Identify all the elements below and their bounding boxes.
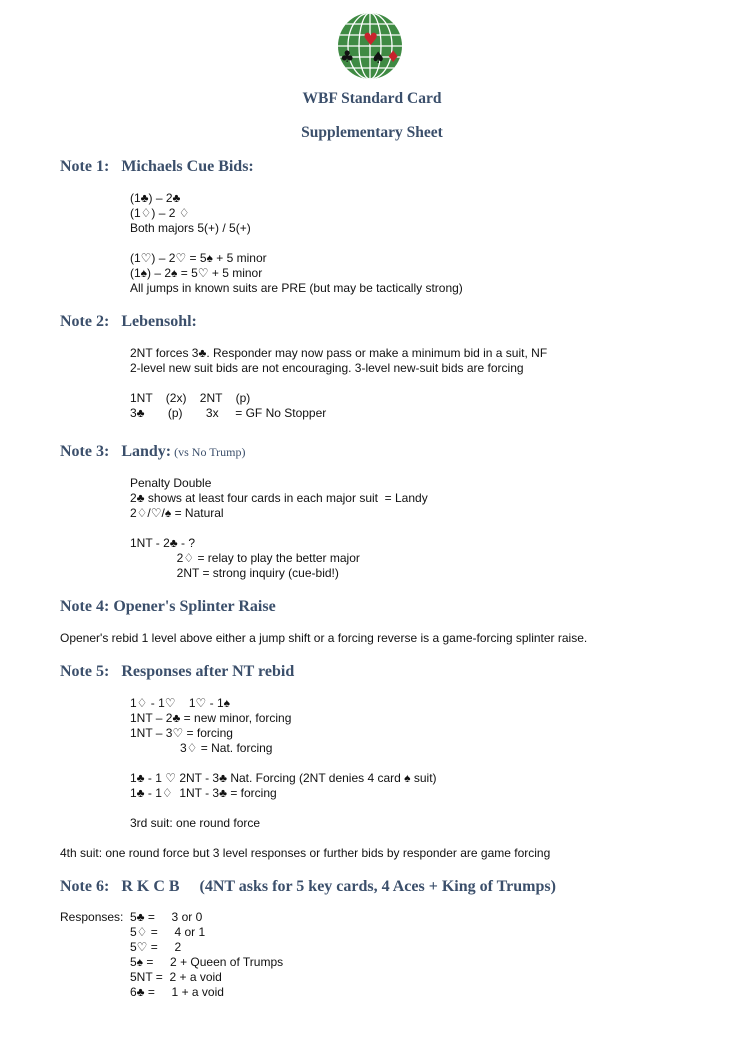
- note-3-line: Penalty Double: [130, 476, 212, 490]
- note-3-heading-qualifier: (vs No Trump): [171, 445, 246, 459]
- note-6-heading: Note 6: R K C B (4NT asks for 5 key cards, 4 Aces + King of Trumps): [60, 878, 556, 895]
- note-2-line: 2NT forces 3♣. Responder may now pass or make a minimum bid in a suit, NF: [130, 346, 548, 360]
- note-1-heading: Note 1: Michaels Cue Bids:: [60, 158, 254, 175]
- note-1-line: (1♢) – 2 ♢: [130, 206, 190, 220]
- rkcb-response: 5♣ = 3 or 0: [130, 910, 203, 924]
- note-1-line: (1♡) – 2♡ = 5♠ + 5 minor: [130, 251, 267, 265]
- note-4-body: Opener's rebid 1 level above either a jump shift or a forcing reverse is a game-forcing splinter raise.: [60, 631, 588, 645]
- rkcb-response: 5♢ = 4 or 1: [130, 925, 206, 939]
- page-subtitle: Supplementary Sheet: [301, 124, 443, 141]
- note-5-line: 3♢ = Nat. forcing: [130, 741, 273, 755]
- club-icon: ♣: [340, 47, 355, 66]
- note-3-line: 2♣ shows at least four cards in each major suit = Landy: [130, 491, 428, 505]
- note-5-line: 1NT – 3♡ = forcing: [130, 726, 233, 740]
- note-2-line: 1NT (2x) 2NT (p): [130, 391, 251, 405]
- wbf-globe-logo: [337, 12, 403, 80]
- diamond-icon: ♦: [386, 47, 401, 66]
- note-3-line: 1NT - 2♣ - ?: [130, 536, 196, 550]
- note-2-heading: Note 2: Lebensohl:: [60, 313, 197, 330]
- note-5-line: 1♣ - 1 ♡ 2NT - 3♣ Nat. Forcing (2NT denies 4 card ♠ suit): [130, 771, 437, 785]
- note-5-line: 3rd suit: one round force: [130, 816, 261, 830]
- rkcb-response: 5NT = 2 + a void: [130, 970, 222, 984]
- note-3-heading: [60, 443, 245, 461]
- rkcb-response: 5♠ = 2 + Queen of Trumps: [130, 955, 284, 969]
- note-3-line: 2NT = strong inquiry (cue-bid!): [130, 566, 339, 580]
- note-3-line: 2♢ = relay to play the better major: [130, 551, 360, 565]
- note-5-line: 1♢ - 1♡ 1♡ - 1♠: [130, 696, 231, 710]
- note-1-line: All jumps in known suits are PRE (but may be tactically strong): [130, 281, 463, 295]
- note-5-line: 1NT – 2♣ = new minor, forcing: [130, 711, 292, 725]
- page-title: WBF Standard Card: [302, 90, 442, 107]
- note-1-line: (1♠) – 2♠ = 5♡ + 5 minor: [130, 266, 263, 280]
- rkcb-response: 5♡ = 2: [130, 940, 182, 954]
- note-4-heading: Note 4: Opener's Splinter Raise: [60, 598, 276, 615]
- responses-label: Responses:: [60, 910, 124, 924]
- note-1-line: Both majors 5(+) / 5(+): [130, 221, 251, 235]
- heart-icon: ♥: [363, 30, 379, 50]
- note-1-line: (1♣) – 2♣: [130, 191, 181, 205]
- note-5-body: 4th suit: one round force but 3 level responses or further bids by responder are game forcing: [60, 846, 551, 860]
- note-2-line: 2-level new suit bids are not encouraging. 3-level new-suit bids are forcing: [130, 361, 524, 375]
- note-3-line: 2♢/♡/♠ = Natural: [130, 506, 224, 520]
- note-5-line: 1♣ - 1♢ 1NT - 3♣ = forcing: [130, 786, 277, 800]
- note-5-heading: Note 5: Responses after NT rebid: [60, 663, 295, 680]
- note-3-heading-main: Note 3: Landy:: [60, 443, 172, 460]
- note-2-line: 3♣ (p) 3x = GF No Stopper: [130, 406, 327, 420]
- rkcb-response: 6♣ = 1 + a void: [130, 985, 224, 999]
- spade-icon: ♠: [371, 48, 386, 67]
